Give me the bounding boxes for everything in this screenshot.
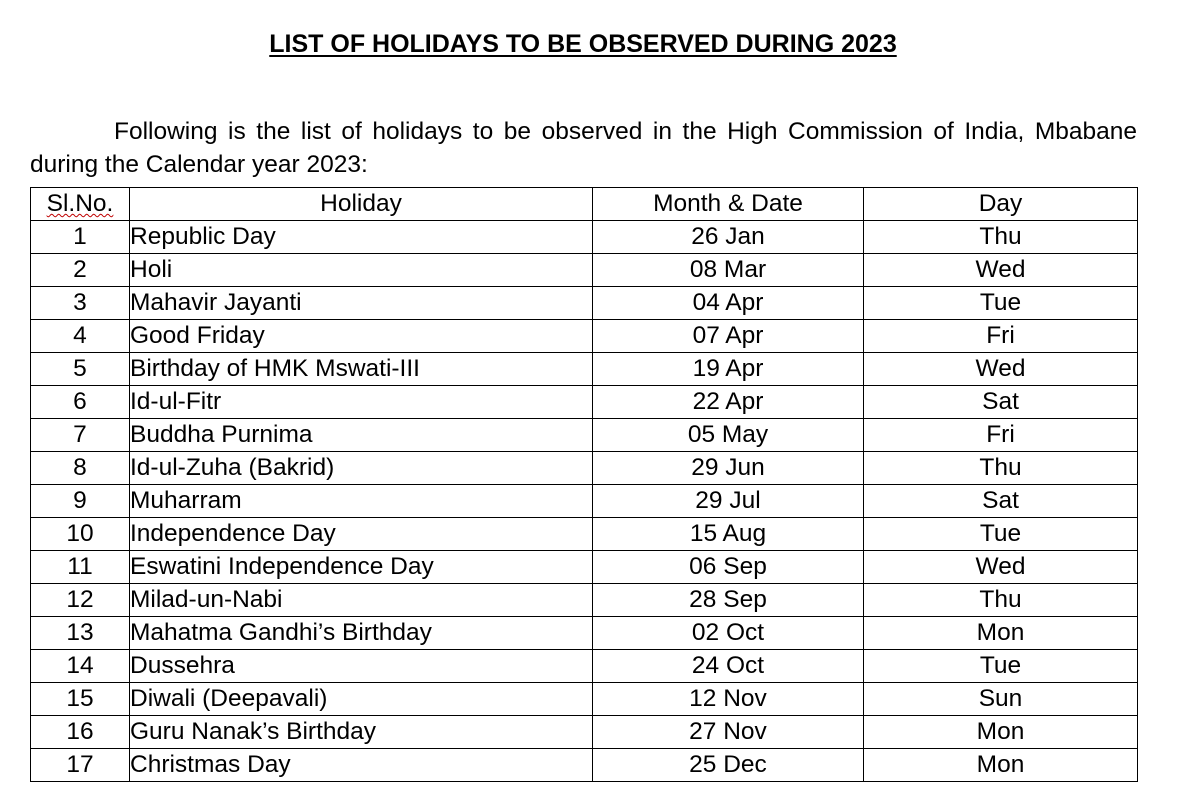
- table-row: [31, 716, 1138, 749]
- day-cell: Tue: [864, 287, 1138, 320]
- sl-no-cell: 2: [31, 254, 130, 287]
- table-row: [31, 254, 1138, 287]
- holiday-name-cell: Dussehra: [130, 650, 593, 683]
- holiday-name-cell: Id-ul-Fitr: [130, 386, 593, 419]
- day-cell: Tue: [864, 518, 1138, 551]
- day-cell: Mon: [864, 749, 1138, 782]
- month-date-cell: 02 Oct: [593, 617, 864, 650]
- month-date-cell: 15 Aug: [593, 518, 864, 551]
- month-date-cell: 28 Sep: [593, 584, 864, 617]
- header-holiday: Holiday: [130, 188, 593, 221]
- header-sl-no: [31, 188, 130, 221]
- table-row: [31, 518, 1138, 551]
- sl-no-cell: 1: [31, 221, 130, 254]
- holiday-name-cell: Mahatma Gandhi’s Birthday: [130, 617, 593, 650]
- month-date-cell: 29 Jun: [593, 452, 864, 485]
- holiday-name-cell: Diwali (Deepavali): [130, 683, 593, 716]
- table-row: [31, 353, 1138, 386]
- month-date-cell: 05 May: [593, 419, 864, 452]
- table-row: [31, 683, 1138, 716]
- holiday-name-cell: Birthday of HMK Mswati-III: [130, 353, 593, 386]
- day-cell: Thu: [864, 452, 1138, 485]
- holiday-name-cell: Milad-un-Nabi: [130, 584, 593, 617]
- document-title: LIST OF HOLIDAYS TO BE OBSERVED DURING 2023: [269, 30, 897, 58]
- sl-no-cell: 8: [31, 452, 130, 485]
- sl-no-cell: 9: [31, 485, 130, 518]
- header-sl-no-label: Sl.No.: [46, 190, 114, 217]
- holiday-table-header: [31, 188, 1138, 221]
- sl-no-cell: 10: [31, 518, 130, 551]
- table-row: [31, 617, 1138, 650]
- table-row: [31, 419, 1138, 452]
- day-cell: Mon: [864, 617, 1138, 650]
- day-cell: Wed: [864, 254, 1138, 287]
- holiday-name-cell: Guru Nanak’s Birthday: [130, 716, 593, 749]
- header-day: Day: [864, 188, 1138, 221]
- day-cell: Fri: [864, 419, 1138, 452]
- month-date-cell: 06 Sep: [593, 551, 864, 584]
- table-row: [31, 386, 1138, 419]
- day-cell: Tue: [864, 650, 1138, 683]
- sl-no-cell: 3: [31, 287, 130, 320]
- month-date-cell: 04 Apr: [593, 287, 864, 320]
- table-row: [31, 221, 1138, 254]
- holiday-name-cell: Mahavir Jayanti: [130, 287, 593, 320]
- sl-no-cell: 4: [31, 320, 130, 353]
- table-row: [31, 287, 1138, 320]
- sl-no-cell: 5: [31, 353, 130, 386]
- month-date-cell: 25 Dec: [593, 749, 864, 782]
- month-date-cell: 24 Oct: [593, 650, 864, 683]
- sl-no-cell: 6: [31, 386, 130, 419]
- month-date-cell: 27 Nov: [593, 716, 864, 749]
- sl-no-cell: 14: [31, 650, 130, 683]
- holiday-name-cell: Eswatini Independence Day: [130, 551, 593, 584]
- sl-no-cell: 17: [31, 749, 130, 782]
- month-date-cell: 19 Apr: [593, 353, 864, 386]
- sl-no-cell: 11: [31, 551, 130, 584]
- holiday-name-cell: Holi: [130, 254, 593, 287]
- sl-no-cell: 16: [31, 716, 130, 749]
- table-row: [31, 551, 1138, 584]
- sl-no-cell: 13: [31, 617, 130, 650]
- day-cell: Sat: [864, 386, 1138, 419]
- day-cell: Thu: [864, 221, 1138, 254]
- holiday-name-cell: Independence Day: [130, 518, 593, 551]
- day-cell: Sat: [864, 485, 1138, 518]
- header-month-date: Month & Date: [593, 188, 864, 221]
- intro-paragraph: Following is the list of holidays to be observed in the High Commission of India, Mbabane during the Calendar year 2023:: [30, 117, 1137, 178]
- day-cell: Thu: [864, 584, 1138, 617]
- sl-no-cell: 7: [31, 419, 130, 452]
- month-date-cell: 08 Mar: [593, 254, 864, 287]
- holiday-name-cell: Id-ul-Zuha (Bakrid): [130, 452, 593, 485]
- month-date-cell: 26 Jan: [593, 221, 864, 254]
- month-date-cell: 29 Jul: [593, 485, 864, 518]
- table-row: [31, 584, 1138, 617]
- holiday-name-cell: Christmas Day: [130, 749, 593, 782]
- day-cell: Wed: [864, 551, 1138, 584]
- holiday-name-cell: Republic Day: [130, 221, 593, 254]
- table-row: [31, 320, 1138, 353]
- table-row: [31, 650, 1138, 683]
- table-row: [31, 485, 1138, 518]
- day-cell: Fri: [864, 320, 1138, 353]
- holiday-table: [30, 187, 1138, 782]
- header-row: [31, 188, 1138, 221]
- month-date-cell: 12 Nov: [593, 683, 864, 716]
- holiday-table-body: [31, 221, 1138, 782]
- day-cell: Sun: [864, 683, 1138, 716]
- holiday-name-cell: Muharram: [130, 485, 593, 518]
- sl-no-cell: 15: [31, 683, 130, 716]
- table-row: [31, 749, 1138, 782]
- table-row: [31, 452, 1138, 485]
- sl-no-cell: 12: [31, 584, 130, 617]
- holiday-name-cell: Good Friday: [130, 320, 593, 353]
- holiday-name-cell: Buddha Purnima: [130, 419, 593, 452]
- month-date-cell: 07 Apr: [593, 320, 864, 353]
- day-cell: Mon: [864, 716, 1138, 749]
- day-cell: Wed: [864, 353, 1138, 386]
- month-date-cell: 22 Apr: [593, 386, 864, 419]
